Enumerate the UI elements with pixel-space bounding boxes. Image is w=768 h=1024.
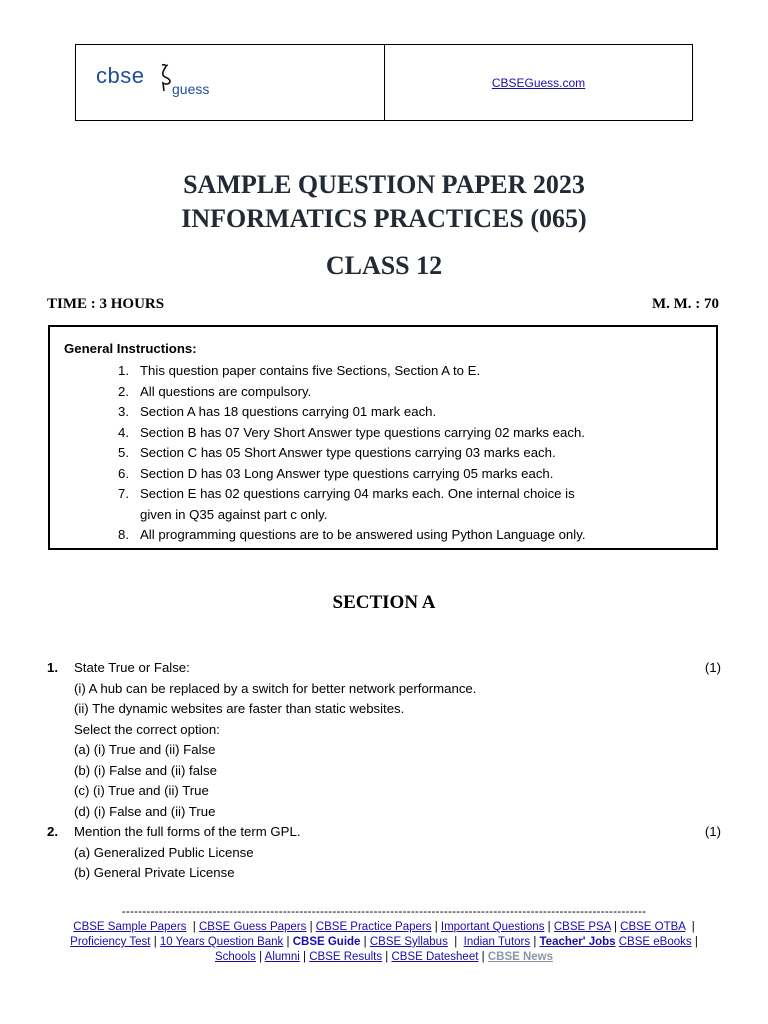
footer-row-3: Schools | Alumni | CBSE Results | CBSE Datesheet | CBSE News bbox=[214, 951, 554, 963]
link-sample-papers[interactable]: CBSE Sample Papers bbox=[73, 921, 187, 933]
instruction-number: 5. bbox=[118, 445, 129, 460]
question-statement: (ii) The dynamic websites are faster than static websites. bbox=[74, 701, 405, 716]
cbseguess-logo[interactable] bbox=[96, 63, 226, 103]
paper-title: SAMPLE QUESTION PAPER 2023 bbox=[183, 170, 585, 199]
header-link-cell bbox=[385, 45, 692, 120]
instruction-text: All programming questions are to be answered using Python Language only. bbox=[140, 527, 586, 542]
instruction-item bbox=[118, 402, 585, 423]
answer-option: (c) (i) True and (ii) True bbox=[74, 783, 209, 798]
answer-option: (b) General Private License bbox=[74, 865, 235, 880]
instruction-number bbox=[118, 505, 140, 526]
instruction-item bbox=[118, 484, 585, 505]
instruction-number: 8. bbox=[118, 527, 129, 542]
link-important-questions[interactable]: Important Questions bbox=[440, 921, 545, 933]
question-2 bbox=[47, 824, 721, 886]
section-a-heading: SECTION A bbox=[332, 592, 436, 613]
instructions-heading: General Instructions: bbox=[64, 341, 197, 356]
subject-title: INFORMATICS PRACTICES (065) bbox=[181, 204, 587, 233]
instruction-number: 1. bbox=[118, 363, 129, 378]
link-syllabus[interactable]: CBSE Syllabus bbox=[369, 936, 448, 948]
max-marks-label: M. M. : 70 bbox=[651, 296, 719, 312]
question-number: 1. bbox=[47, 660, 58, 675]
answer-option: (a) (i) True and (ii) False bbox=[74, 742, 216, 757]
link-indian-tutors[interactable]: Indian Tutors bbox=[463, 936, 531, 948]
link-psa[interactable]: CBSE PSA bbox=[553, 921, 611, 933]
header-logo-cell bbox=[76, 45, 385, 120]
answer-option: (d) (i) False and (ii) True bbox=[74, 803, 216, 819]
question-1 bbox=[47, 660, 721, 825]
link-ebooks[interactable]: CBSE eBooks bbox=[618, 936, 692, 948]
paper-meta-row bbox=[47, 296, 719, 313]
footer-links bbox=[0, 905, 768, 965]
instruction-item bbox=[118, 443, 585, 464]
footer-divider: ------------------------------------------------------------------------------------------------------------------------------- bbox=[121, 906, 647, 918]
cbseguess-site-link[interactable]: CBSEGuess.com bbox=[491, 75, 586, 90]
instruction-item bbox=[118, 423, 585, 444]
link-question-bank[interactable]: 10 Years Question Bank bbox=[159, 936, 284, 948]
question-text: State True or False: bbox=[74, 660, 190, 675]
instruction-number: 6. bbox=[118, 465, 129, 481]
link-otba[interactable]: CBSE OTBA bbox=[620, 921, 686, 933]
logo-text-main: cbse bbox=[96, 63, 145, 88]
instruction-text: given in Q35 against part c only. bbox=[140, 506, 328, 522]
instructions-list bbox=[118, 361, 585, 546]
instruction-text: Section D has 03 Long Answer type questions carrying 05 marks each. bbox=[140, 465, 554, 481]
instruction-number: 7. bbox=[118, 486, 129, 501]
link-teacher-jobs[interactable]: Teacher' Jobs bbox=[539, 936, 616, 948]
link-results[interactable]: CBSE Results bbox=[309, 951, 383, 963]
flamingo-icon bbox=[154, 63, 174, 93]
instruction-text: Section C has 05 Short Answer type questions carrying 03 marks each. bbox=[140, 445, 556, 460]
question-number: 2. bbox=[47, 824, 58, 839]
link-proficiency-test[interactable]: Proficiency Test bbox=[70, 936, 151, 948]
instruction-item bbox=[118, 464, 585, 485]
instruction-item bbox=[118, 361, 585, 382]
instruction-item bbox=[118, 382, 585, 403]
instruction-text: All questions are compulsory. bbox=[140, 383, 312, 399]
question-prompt: Select the correct option: bbox=[74, 721, 220, 737]
footer-row-1: CBSE Sample Papers | CBSE Guess Papers | CBSE Practice Papers | Important Questions | CBSE PSA | CBSE OTBA | bbox=[73, 921, 695, 933]
link-schools[interactable]: Schools bbox=[214, 951, 256, 963]
instruction-item bbox=[118, 505, 585, 526]
question-marks: (1) bbox=[704, 824, 721, 839]
time-label: TIME : 3 HOURS bbox=[47, 296, 165, 312]
instruction-number: 4. bbox=[118, 424, 129, 440]
link-alumni[interactable]: Alumni bbox=[264, 951, 300, 963]
link-guess-papers[interactable]: CBSE Guess Papers bbox=[199, 921, 307, 933]
answer-option: (b) (i) False and (ii) false bbox=[74, 762, 217, 778]
footer-row-2: Proficiency Test | 10 Years Question Bank | CBSE Guide | CBSE Syllabus | Indian Tutors | Teacher' Jobs CBSE eBooks | bbox=[70, 936, 698, 948]
question-text: Mention the full forms of the term GPL. bbox=[74, 824, 301, 839]
instruction-text: Section A has 18 questions carrying 01 mark each. bbox=[140, 404, 437, 419]
class-title: CLASS 12 bbox=[325, 251, 443, 280]
link-practice-papers[interactable]: CBSE Practice Papers bbox=[315, 921, 432, 933]
answer-option: (a) Generalized Public License bbox=[74, 844, 254, 860]
header-table bbox=[75, 44, 693, 121]
instruction-text: This question paper contains five Sections, Section A to E. bbox=[140, 363, 481, 378]
general-instructions-box bbox=[48, 325, 718, 550]
instruction-text: Section B has 07 Very Short Answer type questions carrying 02 marks each. bbox=[140, 424, 585, 440]
link-cbse-guide[interactable]: CBSE Guide bbox=[292, 936, 361, 948]
question-statement: (i) A hub can be replaced by a switch for better network performance. bbox=[74, 680, 477, 696]
link-datesheet[interactable]: CBSE Datesheet bbox=[391, 951, 479, 963]
question-marks: (1) bbox=[704, 660, 721, 675]
link-news[interactable]: CBSE News bbox=[487, 951, 554, 963]
instruction-number: 3. bbox=[118, 404, 129, 419]
logo-text-sub: guess bbox=[172, 81, 210, 97]
instruction-number: 2. bbox=[118, 383, 129, 399]
instruction-text: Section E has 02 questions carrying 04 marks each. One internal choice is bbox=[140, 486, 575, 501]
instruction-item bbox=[118, 525, 585, 546]
